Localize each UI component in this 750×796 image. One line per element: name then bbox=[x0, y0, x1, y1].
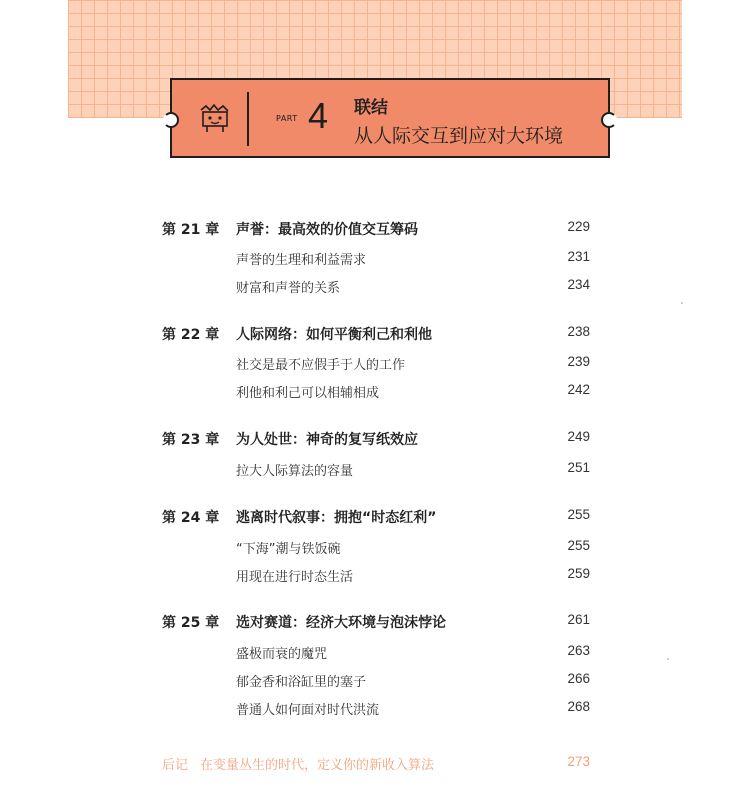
toc-section-row[interactable] bbox=[0, 671, 750, 695]
scan-speck bbox=[681, 302, 683, 304]
page-number: 259 bbox=[567, 566, 590, 581]
toc-section-row[interactable] bbox=[0, 354, 750, 378]
section-title: 普通人如何面对时代洪流 bbox=[236, 703, 380, 718]
toc-chapter-row[interactable] bbox=[0, 324, 750, 348]
toc-chapter-row[interactable] bbox=[0, 507, 750, 531]
banner-divider bbox=[247, 92, 249, 146]
part-subtitle: 从人际交互到应对大环境 bbox=[354, 125, 564, 147]
page-number: 273 bbox=[567, 754, 590, 769]
section-title: 财富和声誉的关系 bbox=[236, 281, 341, 296]
toc-section-row[interactable] bbox=[0, 699, 750, 723]
mascot-icon bbox=[198, 102, 232, 134]
page-number: 229 bbox=[567, 219, 590, 234]
scan-speck bbox=[667, 658, 669, 660]
chapter-title: 人际网络：如何平衡利己和利他 bbox=[236, 327, 432, 343]
part-label: PART bbox=[276, 114, 298, 123]
chapter-number: 第 25 章 bbox=[162, 615, 220, 631]
chapter-number: 第 21 章 bbox=[162, 222, 220, 238]
chapter-title: 为人处世：神奇的复写纸效应 bbox=[236, 432, 418, 448]
chapter-title: 选对赛道：经济大环境与泡沫悖论 bbox=[236, 615, 446, 631]
toc-section-row[interactable] bbox=[0, 566, 750, 590]
page-number: 266 bbox=[567, 671, 590, 686]
part-title: 联结 bbox=[354, 98, 388, 118]
section-title: 用现在进行时态生活 bbox=[236, 570, 354, 585]
chapter-number: 第 22 章 bbox=[162, 327, 220, 343]
section-title: 盛极而衰的魔咒 bbox=[236, 647, 328, 662]
page-number: 238 bbox=[567, 324, 590, 339]
chapter-title: 声誉：最高效的价值交互筹码 bbox=[236, 222, 418, 238]
page-number: 251 bbox=[567, 460, 590, 475]
section-title: 声誉的生理和利益需求 bbox=[236, 253, 367, 268]
toc-section-row[interactable] bbox=[0, 538, 750, 562]
page-number: 268 bbox=[567, 699, 590, 714]
page-number: 261 bbox=[567, 612, 590, 627]
afterword-title: 在变量丛生的时代，定义你的新收入算法 bbox=[200, 758, 435, 773]
chapter-number: 第 23 章 bbox=[162, 432, 220, 448]
toc-section-row[interactable] bbox=[0, 277, 750, 301]
part-number: 4 bbox=[308, 95, 329, 136]
toc-section-row[interactable] bbox=[0, 249, 750, 273]
part-banner bbox=[170, 78, 610, 158]
toc-section-row[interactable] bbox=[0, 382, 750, 406]
section-title: 利他和利己可以相辅相成 bbox=[236, 386, 380, 401]
chapter-title: 逃离时代叙事：拥抱“时态红利” bbox=[236, 510, 437, 526]
section-title: 郁金香和浴缸里的塞子 bbox=[236, 675, 367, 690]
page-number: 255 bbox=[567, 538, 590, 553]
page-number: 242 bbox=[567, 382, 590, 397]
toc-chapter-row[interactable] bbox=[0, 612, 750, 636]
section-title: “下海”潮与铁饭碗 bbox=[236, 542, 341, 557]
chapter-number: 第 24 章 bbox=[162, 510, 220, 526]
page-number: 234 bbox=[567, 277, 590, 292]
page-number: 231 bbox=[567, 249, 590, 264]
section-title: 拉大人际算法的容量 bbox=[236, 464, 354, 479]
afterword-label: 后记 bbox=[162, 758, 189, 773]
toc-chapter-row[interactable] bbox=[0, 429, 750, 453]
section-title: 社交是最不应假手于人的工作 bbox=[236, 358, 406, 373]
toc-chapter-row[interactable] bbox=[0, 219, 750, 243]
toc-section-row[interactable] bbox=[0, 643, 750, 667]
page-number: 249 bbox=[567, 429, 590, 444]
page-number: 239 bbox=[567, 354, 590, 369]
toc-section-row[interactable] bbox=[0, 460, 750, 484]
page-number: 255 bbox=[567, 507, 590, 522]
toc-afterword-row[interactable] bbox=[0, 754, 750, 778]
page-number: 263 bbox=[567, 643, 590, 658]
